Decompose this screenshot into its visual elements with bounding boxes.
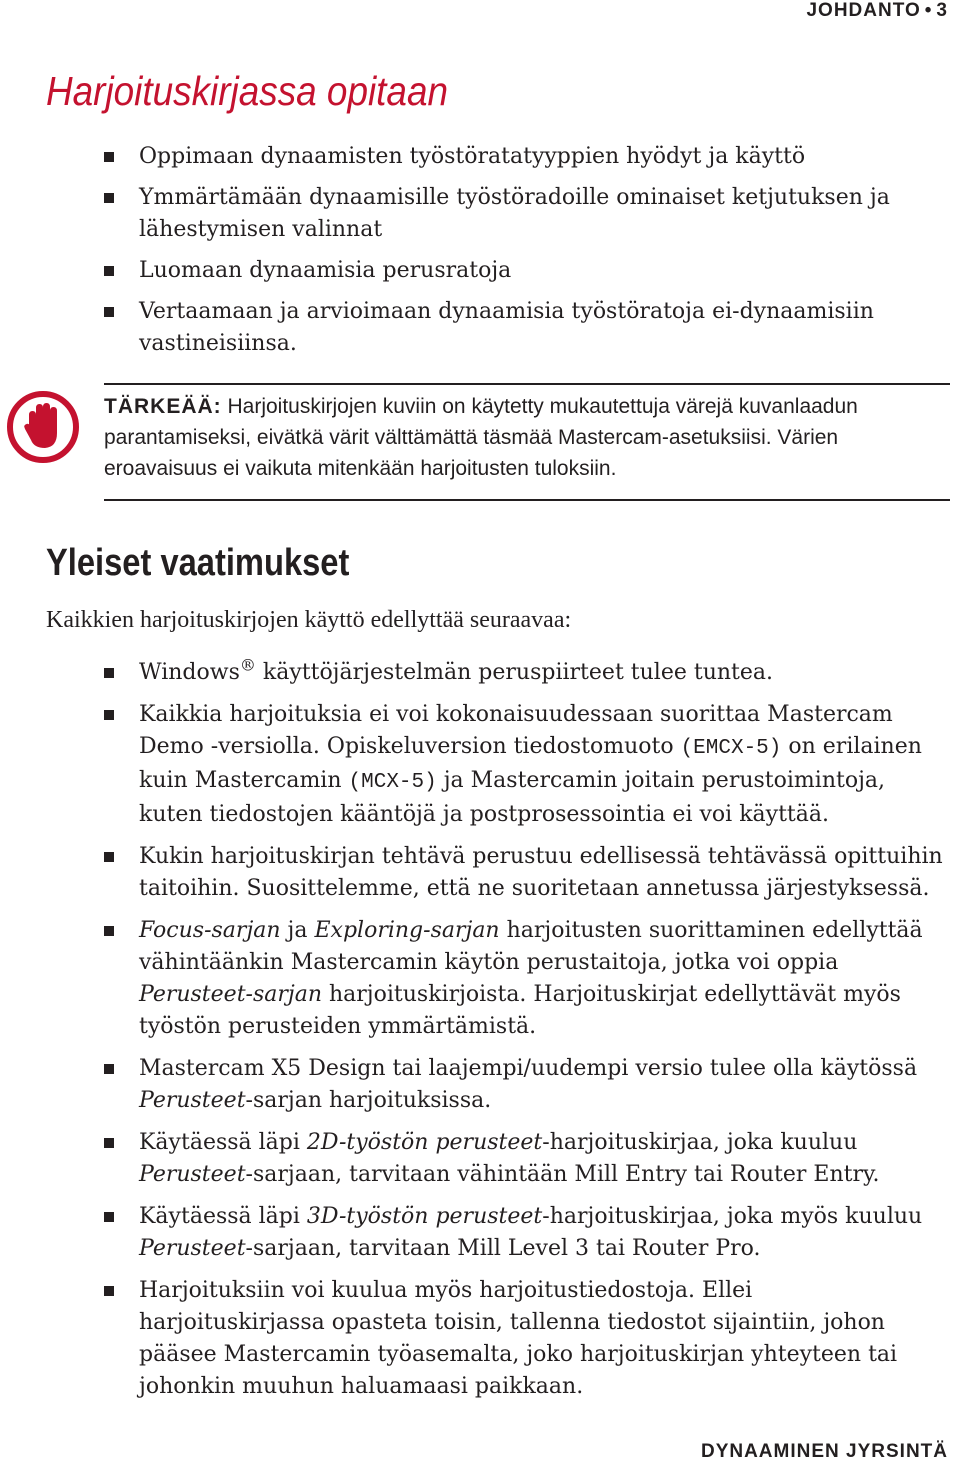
text-run: Kaikkia harjoituksia ei voi kokonaisuudessaan suorittaa Mastercam Demo -versiolla. Opiskeluversion tiedostomuoto — [139, 702, 893, 759]
list-item — [0, 1053, 960, 1117]
list-item — [0, 915, 960, 1043]
running-header-section: JOHDANTO — [806, 0, 921, 21]
text-run: käyttöjärjestelmän peruspiirteet tulee tuntea. — [255, 660, 773, 685]
text-run: -sarjaan, tarvitaan Mill Level 3 tai Router Pro. — [245, 1236, 761, 1261]
bullet-icon — [104, 668, 114, 678]
text-run: Mastercam X5 Design tai laajempi/uudempi versio tulee olla käytössä — [139, 1056, 918, 1081]
bullet-icon — [104, 1064, 114, 1074]
text-run: -sarjan harjoituksissa. — [245, 1088, 492, 1113]
bullet-icon — [104, 307, 114, 317]
section-heading: Yleiset vaatimukset — [46, 542, 350, 584]
list-item — [0, 255, 960, 287]
italic-run: Focus-sarjan — [139, 918, 281, 943]
bullet-icon — [104, 1138, 114, 1148]
list-item-text: Ymmärtämään dynaamisille työstöradoille ominaiset ketjutuksen ja lähestymisen valinnat — [139, 185, 890, 242]
list-item-text: Oppimaan dynaamisten työstöratatyyppien hyödyt ja käyttö — [139, 144, 806, 169]
list-item — [0, 1275, 960, 1403]
italic-run: Perusteet — [139, 1088, 246, 1113]
italic-run: Exploring-sarjan — [314, 918, 500, 943]
page-number: 3 — [936, 0, 948, 21]
running-header — [806, 0, 948, 22]
italic-run: Perusteet — [139, 1236, 246, 1261]
bullet-icon — [104, 710, 114, 720]
list-item — [0, 657, 960, 689]
text-run: Windows — [139, 660, 240, 685]
list-item — [0, 141, 960, 173]
bullet-icon — [104, 193, 114, 203]
file-format-code: (MCX-5) — [348, 771, 437, 794]
running-footer: DYNAAMINEN JYRSINTÄ — [700, 1441, 948, 1462]
text-run: -sarjaan, tarvitaan vähintään Mill Entry tai Router Entry. — [245, 1162, 880, 1187]
text-run: harjoituskirjoista. Harjoituskirjat edellyttävät myös työstön perusteiden ymmärtämistä. — [139, 982, 901, 1039]
list-item-text: Luomaan dynaamisia perusratoja — [139, 258, 512, 283]
page-title: Harjoituskirjassa opitaan — [46, 68, 448, 114]
list-item — [0, 1201, 960, 1265]
important-text: Harjoituskirjojen kuviin on käytetty mukautettuja värejä kuvanlaadun parantamiseksi, eivätkä värit välttämättä täsmää Mastercam-asetuksiisi. Värien eroavaisuus ei vaikuta mitenkään harjoitusten tuloksiin. — [104, 395, 858, 480]
note-bottom-divider — [104, 499, 950, 501]
bullet-icon — [104, 926, 114, 936]
note-top-divider — [104, 383, 950, 385]
registered-mark: ® — [239, 655, 256, 675]
file-format-code: (EMCX-5) — [680, 737, 782, 760]
important-label: TÄRKEÄÄ: — [104, 395, 222, 418]
text-run: Kukin harjoituskirjan tehtävä perustuu edellisessä tehtävässä opittuihin taitoihin. Suosittelemme, että ne suoritetaan annetussa järjestyksessä. — [139, 844, 943, 901]
italic-run: Perusteet — [139, 1162, 246, 1187]
requirements-intro: Kaikkien harjoituskirjojen käyttö edellyttää seuraavaa: — [46, 607, 572, 633]
list-item-text: Vertaamaan ja arvioimaan dynaamisia työstöratoja ei-dynaamisiin vastineisiinsa. — [139, 299, 874, 356]
running-header-separator: • — [924, 0, 933, 21]
bullet-icon — [104, 852, 114, 862]
objectives-list — [0, 141, 960, 369]
list-item — [0, 1127, 960, 1191]
text-run: ja Mastercamin joitain perustoimintoja, kuten tiedostojen kääntöjä ja postprosessointia ei voi käyttää. — [139, 768, 886, 827]
text-run: harjoitusten suorittaminen edellyttää vähintäänkin Mastercamin käytön perustaitoja, jotka voi oppia — [139, 918, 923, 975]
bullet-icon — [104, 1212, 114, 1222]
text-run: Käytäessä läpi — [139, 1130, 307, 1155]
important-note — [104, 391, 954, 484]
text-run: -harjoituskirjaa, joka kuuluu — [542, 1130, 858, 1155]
list-item — [0, 296, 960, 360]
stop-hand-icon — [7, 391, 79, 463]
text-run: Harjoituksiin voi kuulua myös harjoitustiedostoja. Ellei harjoituskirjassa opasteta toisin, tallenna tiedostot sijaintiin, johon pääsee Mastercamin työasemalta, joko harjoituskirjan yhteyteen tai johonkin muuhun haluamaasi paikkaan. — [139, 1278, 898, 1399]
text-run: ja — [280, 918, 315, 943]
text-run: on erilainen kuin Mastercamin — [139, 734, 922, 793]
bullet-icon — [104, 152, 114, 162]
italic-run: 2D-työstön perusteet — [306, 1130, 543, 1155]
italic-run: Perusteet-sarjan — [139, 982, 322, 1007]
text-run: Käytäessä läpi — [139, 1204, 307, 1229]
list-item — [0, 841, 960, 905]
italic-run: 3D-työstön perusteet — [306, 1204, 543, 1229]
list-item — [0, 182, 960, 246]
bullet-icon — [104, 266, 114, 276]
bullet-icon — [104, 1286, 114, 1296]
list-item — [0, 699, 960, 831]
text-run: -harjoituskirjaa, joka myös kuuluu — [542, 1204, 923, 1229]
requirements-list — [0, 657, 960, 1413]
